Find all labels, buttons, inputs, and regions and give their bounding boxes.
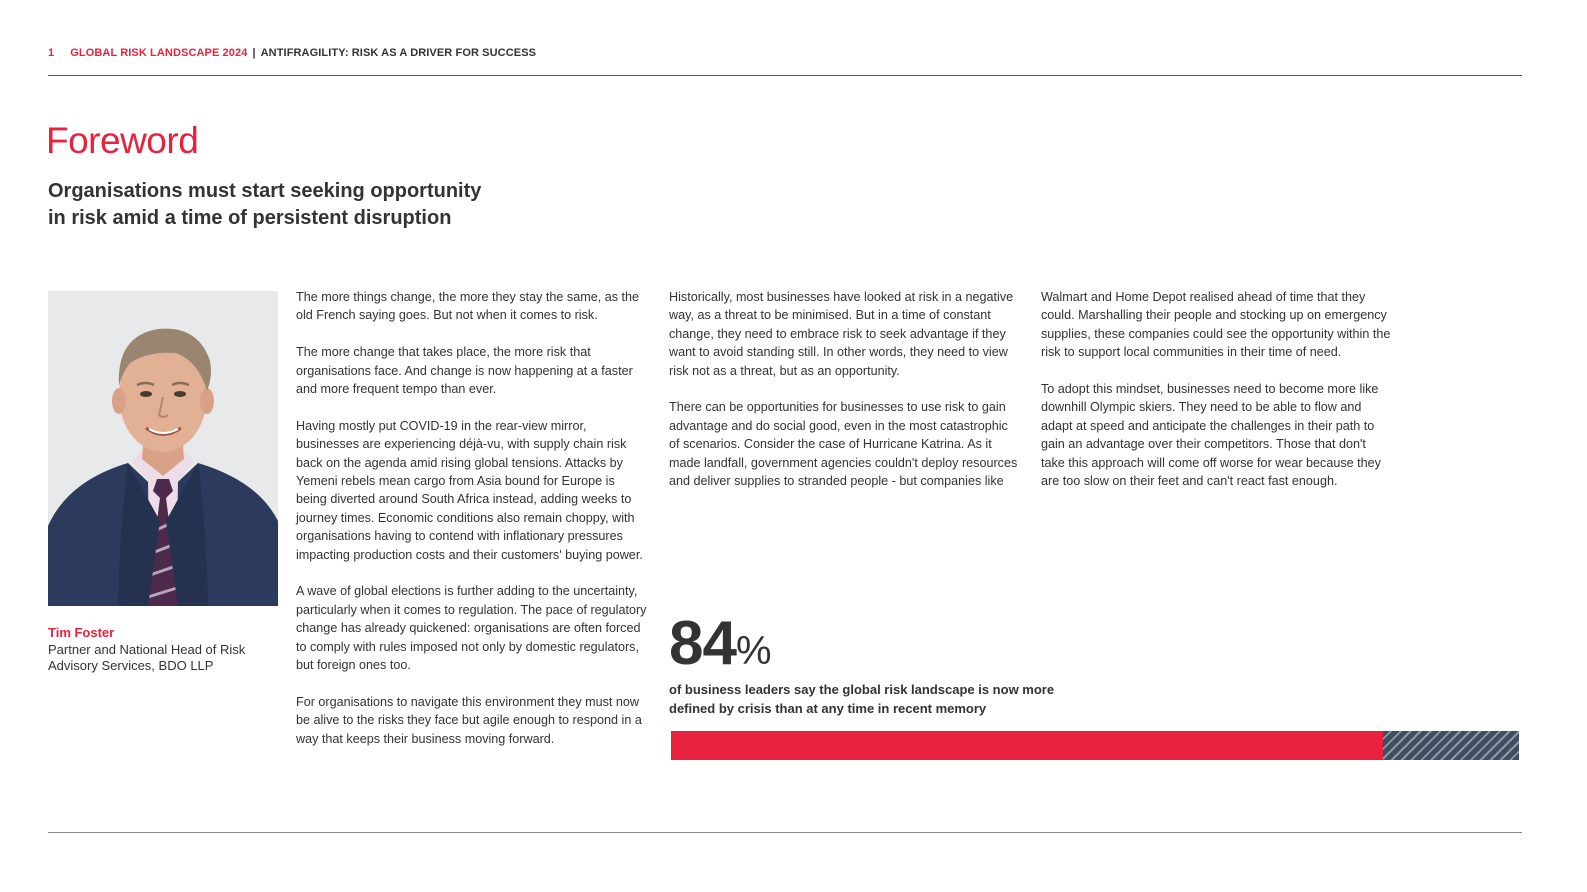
page-header — [48, 47, 536, 59]
text-column-1 — [296, 288, 648, 766]
paragraph: There can be opportunities for businesses to use risk to gain advantage and do social good, even in the most catastrophic of scenarios. Consider the case of Hurricane Katrina. As it made landfall, government agencies couldn't deploy resources and deliver supplies to stranded people - but companies like — [669, 400, 1018, 489]
paragraph: For organisations to navigate this environment they must now be alive to the risks they face but agile enough to respond in a way that keeps their business moving forward. — [296, 694, 642, 746]
paragraph: Walmart and Home Depot realised ahead of time that they could. Marshalling their people and stocking up on emergency supplies, these companies could see the opportunity within the risk to support local communities in their time of need. — [1041, 290, 1391, 360]
header-separator: | — [252, 47, 256, 59]
paragraph: Historically, most businesses have looked at risk in a negative way, as a threat to be minimised. But in a time of constant change, they need to embrace risk to seek advantage if they want to avoid standing still. In other words, they need to view risk not as a threat, but as an opportunity. — [669, 290, 1014, 378]
page-number: 1 — [48, 47, 55, 59]
text-column-2 — [669, 288, 1021, 509]
stat-caption: of business leaders say the global risk landscape is now more defined by crisis than at any time in recent memory — [669, 682, 1055, 716]
author-role: Partner and National Head of Risk Advisory Services, BDO LLP — [48, 642, 246, 673]
text-column-3 — [1041, 288, 1393, 509]
page-subtitle: Organisations must start seeking opportunity in risk amid a time of persistent disruption — [48, 180, 482, 229]
stat-progress-fill — [671, 731, 1383, 760]
paragraph: To adopt this mindset, businesses need to become more like downhill Olympic skiers. They need to be able to flow and adapt at speed and anticipate the challenges in their path to gain an advantage over their competitors. Those that don't take this approach will come off worse for wear because they are too slow on their feet and can't react fast enough. — [1041, 382, 1381, 489]
author-name: Tim Foster — [48, 625, 115, 640]
author-portrait — [48, 291, 278, 606]
stat-progress-bar — [671, 731, 1519, 760]
paragraph: Having mostly put COVID-19 in the rear-view mirror, businesses are experiencing déjà-vu, with supply chain risk back on the agenda amid rising global tensions. Attacks by Yemeni rebels mean cargo from Asia bound for Europe is being diverted around South Africa instead, adding weeks to journey times. Economic conditions also remain choppy, with organisations having to contend with inflationary pressures impacting production costs and their customers' buying power. — [296, 418, 643, 562]
stat-progress-remainder — [1383, 731, 1519, 760]
page-title: Foreword — [46, 120, 199, 161]
header-divider — [48, 75, 1522, 76]
paragraph: The more things change, the more they stay the same, as the old French saying goes. But not when it comes to risk. — [296, 290, 640, 323]
footer-divider — [48, 832, 1522, 833]
paragraph: The more change that takes place, the more risk that organisations face. And change is now happening at a faster and more frequent tempo than ever. — [296, 345, 633, 397]
stat-figure — [669, 609, 772, 678]
portrait-illustration — [48, 291, 278, 606]
report-title: GLOBAL RISK LANDSCAPE 2024 — [70, 47, 248, 59]
stat-unit: % — [735, 629, 772, 673]
stat-value: 84 — [669, 609, 736, 678]
paragraph: A wave of global elections is further adding to the uncertainty, particularly when it comes to regulation. The pace of regulatory change has already quickened: organisations are often forced to comply with rules imposed not only by domestic regulators, but foreign ones too. — [296, 584, 647, 673]
section-title: ANTIFRAGILITY: RISK AS A DRIVER FOR SUCCESS — [260, 47, 537, 59]
